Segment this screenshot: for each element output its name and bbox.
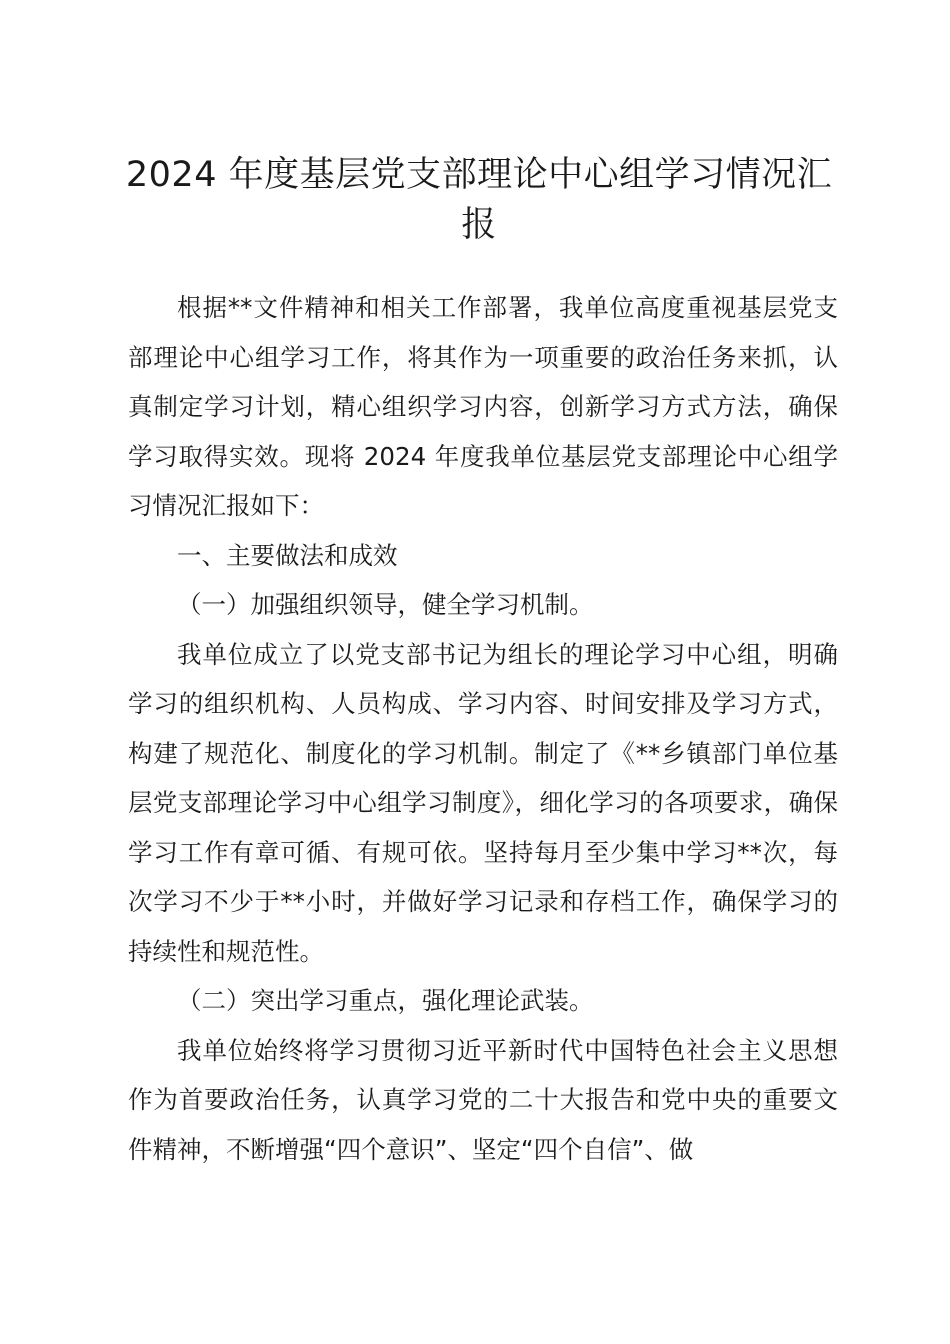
document-body (128, 283, 838, 1174)
body-paragraph-1: 我单位成立了以党支部书记为组长的理论学习中心组，明确学习的组织机构、人员构成、学习内容、时间安排及学习方式，构建了规范化、制度化的学习机制。制定了《**乡镇部门单位基层党支部理论学习中心组学习制度》，细化学习的各项要求，确保学习工作有章可循、有规可依。坚持每月至少集中学习**次，每次学习不少于**小时，并做好学习记录和存档工作，确保学习的持续性和规范性。 (128, 639, 838, 966)
body-paragraph-2: 我单位始终将学习贯彻习近平新时代中国特色社会主义思想作为首要政治任务，认真学习党的二十大报告和党中央的重要文件精神，不断增强“四个意识”、坚定“四个自信”、做 (128, 1035, 838, 1164)
document-title: 2024 年度基层党支部理论中心组学习情况汇报 (125, 155, 833, 245)
intro-paragraph: 根据**文件精神和相关工作部署，我单位高度重视基层党支部理论中心组学习工作，将其作为一项重要的政治任务来抓，认真制定学习计划，精心组织学习内容，创新学习方式方法，确保学习取得实效。现将 2024 年度我单位基层党支部理论中心组学习情况汇报如下： (128, 293, 838, 520)
subsection-heading-2: （二）突出学习重点，强化理论武装。 (177, 986, 594, 1015)
section-heading-1: 一、主要做法和成效 (177, 540, 398, 570)
subsection-heading-1: （一）加强组织领导，健全学习机制。 (177, 590, 594, 619)
